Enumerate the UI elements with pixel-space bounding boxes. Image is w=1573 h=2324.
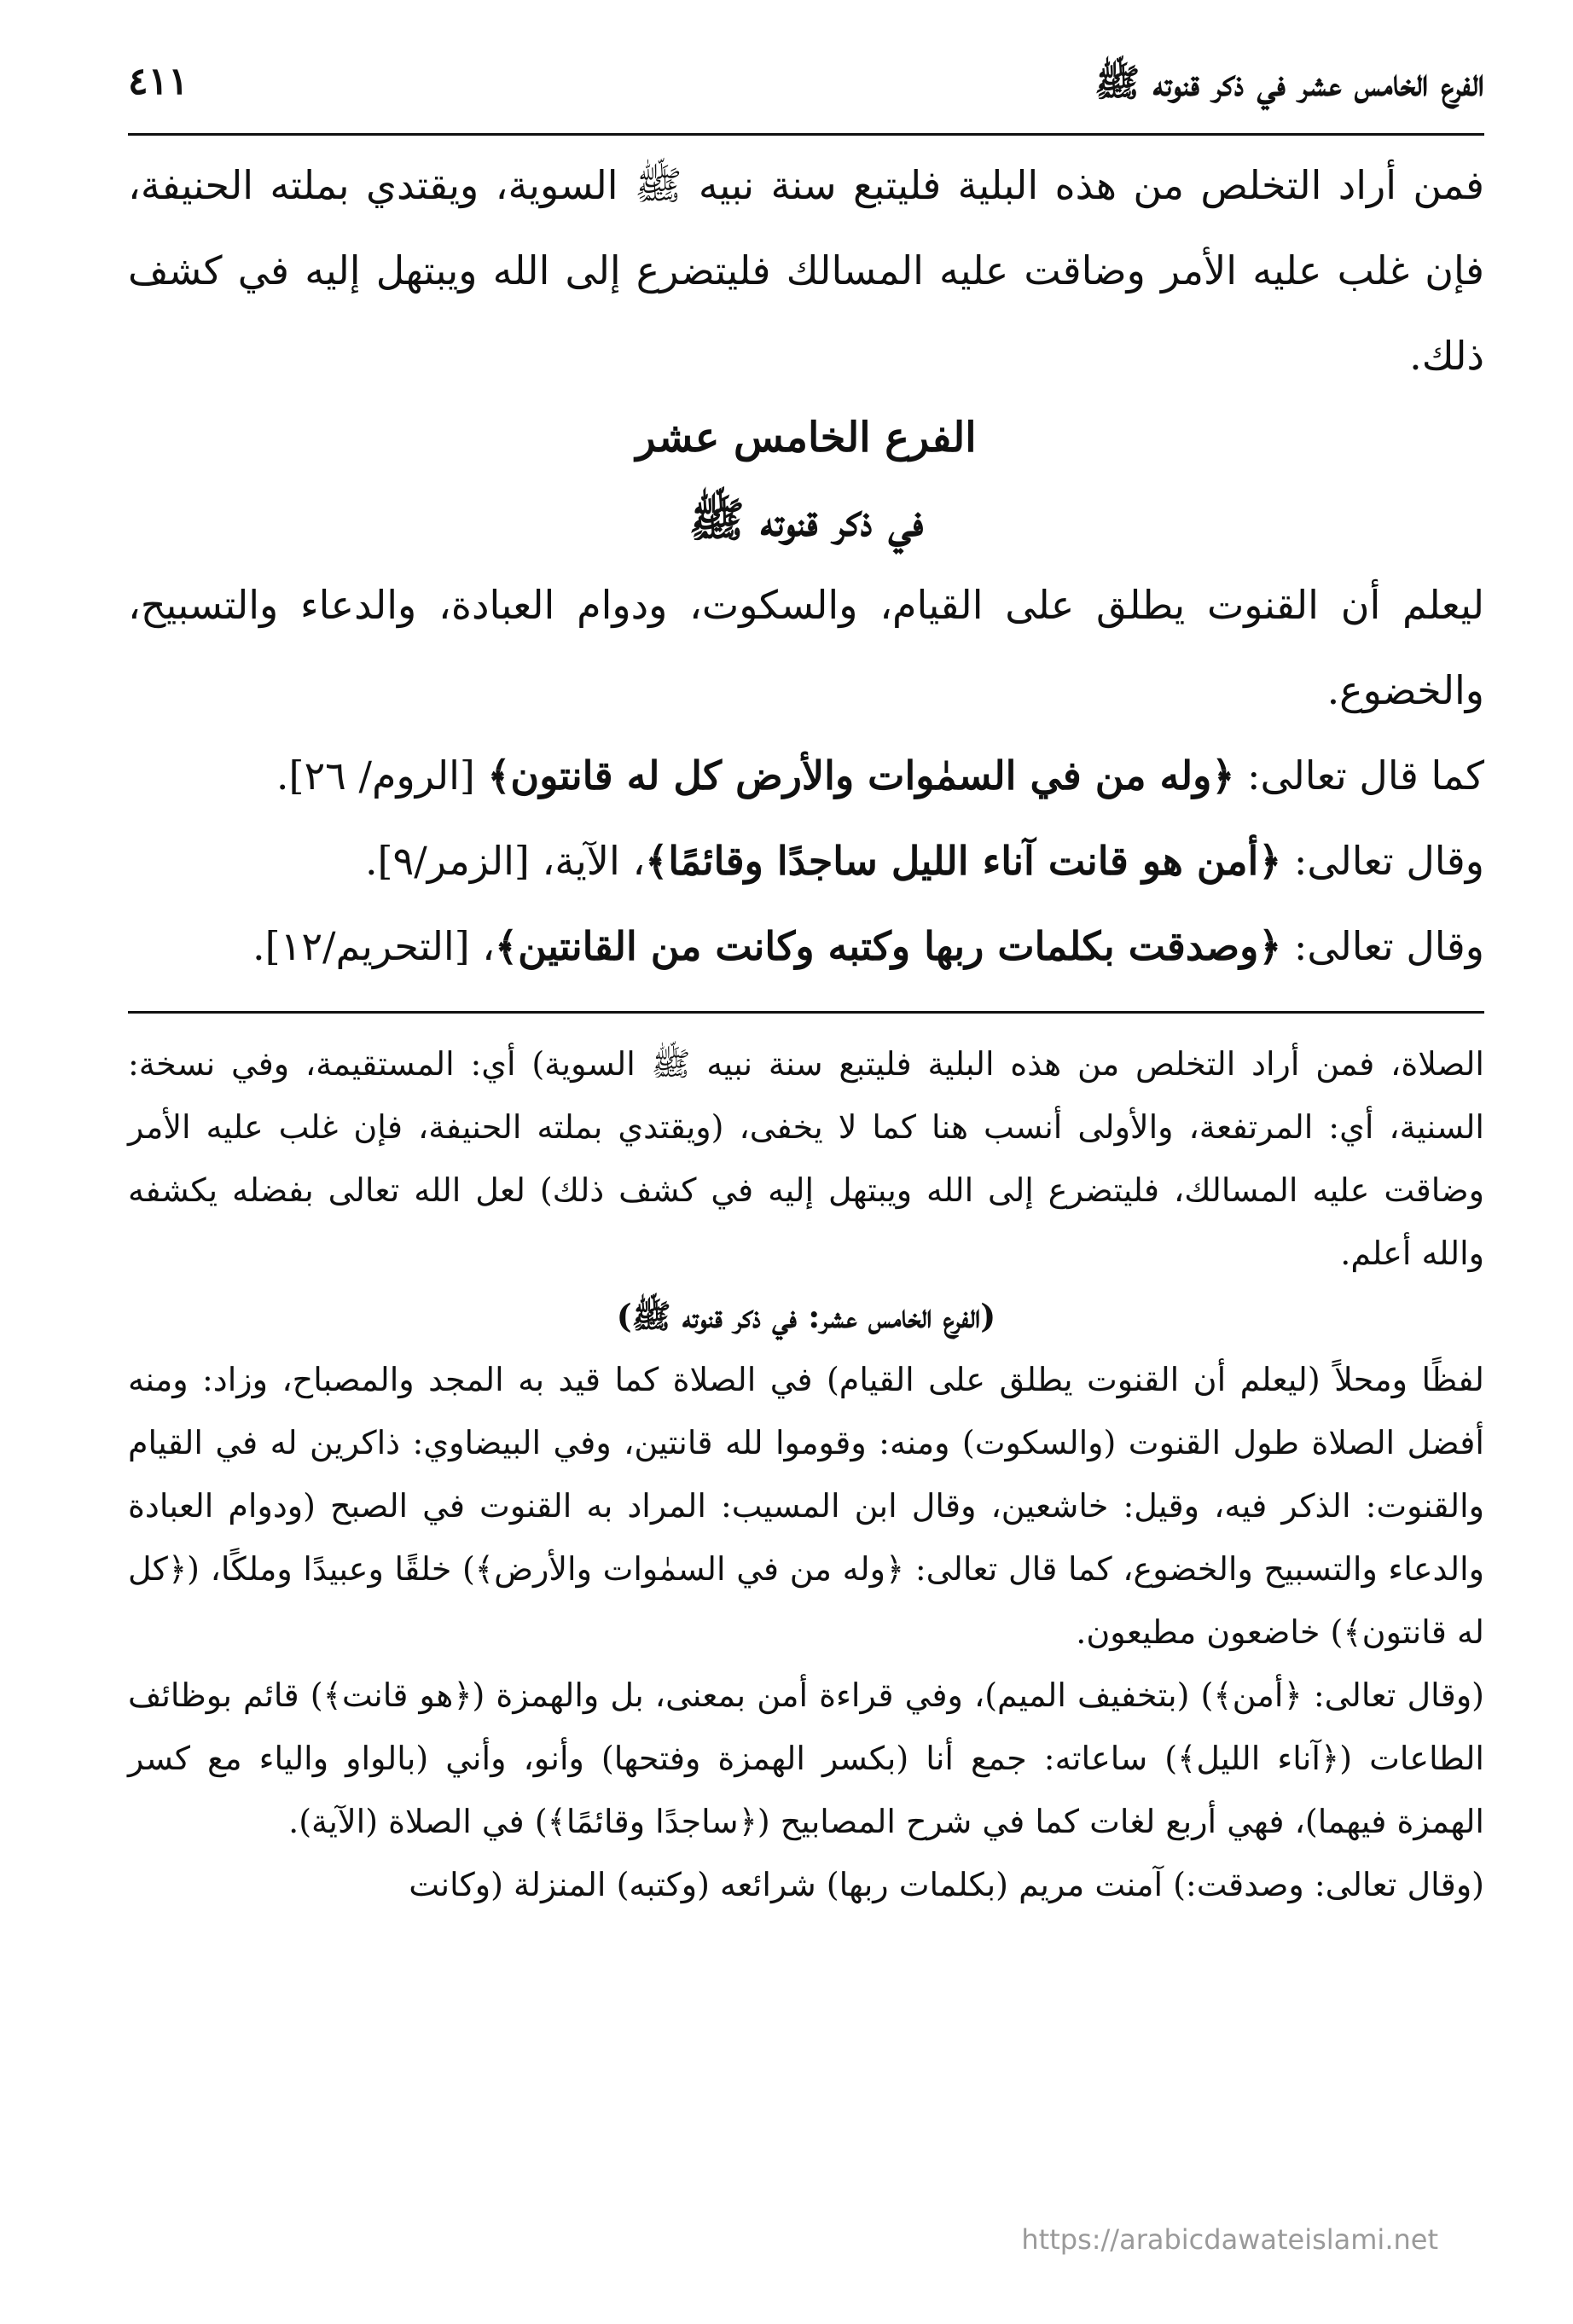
commentary-paragraph-2: لفظًا ومحلاً (ليعلم أن القنوت يطلق على القيام) في الصلاة كما قيد به المجد والمصباح، وزاد: ومنه أفضل الصلاة طول القنوت (والسكوت) ومنه: وقوموا لله قانتين، وفي البيضاوي: ذاكرين له في القيام والقنوت: الذكر فيه، وقيل: خاشعين، وقال ابن المسيب: المراد به القنوت في الصبح (ودوام العبادة والدعاء والتسبيح والخضوع، كما قال تعالى: ﴿وله من في السمٰوات والأرض﴾) خلقًا وعبيدًا وملكًا، (﴿كل له قانتون﴾) خاضعون مطيعون. [128, 1361, 1484, 1651]
main-text [128, 142, 1484, 989]
commentary-separator [128, 1011, 1484, 1014]
verse-2-ref: ، الآية، [الزمر/٩]. [364, 838, 646, 884]
book-page [128, 51, 1484, 2269]
verse-2 [128, 818, 1484, 903]
verse-2-text: ﴿أمن هو قانت آناء الليل ساجدًا وقائمًا﴾ [645, 838, 1282, 884]
running-header [128, 51, 1484, 133]
commentary-text [128, 1032, 1484, 1916]
section-title: الفرع الخامس عشر [636, 414, 977, 462]
commentary-sub-heading: (الفرع الخامس عشر: في ذكر قنوته ﷺ) [616, 1297, 996, 1335]
commentary-paragraph-1: الصلاة، فمن أراد التخلص من هذه البلية فليتبع سنة نبيه ﷺ السوية) أي: المستقيمة، وفي نسخة: السنية، أي: المرتفعة، والأولى أنسب هنا كما لا يخفى، (ويقتدي بملته الحنيفة، فإن غلب عليه الأمر وضاقت عليه المسالك، فليتضرع إلى الله ويبتهل إليه في كشف ذلك) لعل الله تعالى بفضله يكشفه والله أعلم. [128, 1045, 1484, 1272]
verse-2-intro: وقال تعالى: [1281, 838, 1484, 884]
running-title: الفرع الخامس عشر في ذكر قنوته ﷺ [1094, 61, 1484, 105]
section-subtitle: في ذكر قنوته ﷺ [688, 492, 924, 547]
main-paragraph-1: فمن أراد التخلص من هذه البلية فليتبع سنة نبيه ﷺ السوية، ويقتدي بملته الحنيفة، فإن غلب عليه الأمر وضاقت عليه المسالك فليتضرع إلى الله ويبتهل إليه في كشف ذلك. [128, 162, 1484, 379]
commentary-paragraph-4: (وقال تعالى: وصدقت:) آمنت مريم (بكلمات ربها) شرائعه (وكتبه) المنزلة (وكانت [409, 1866, 1484, 1903]
verse-3-ref: ، [التحريم/١٢]. [252, 923, 496, 969]
verse-1-ref: [الروم/ ٢٦]. [276, 752, 488, 799]
verse-1 [128, 733, 1484, 818]
verse-3-text: ﴿وصدقت بكلمات ربها وكتبه وكانت من القانتين﴾ [495, 923, 1282, 969]
main-paragraph-2: ليعلم أن القنوت يطلق على القيام، والسكوت، ودوام العبادة، والدعاء والتسبيح، والخضوع. [128, 582, 1484, 713]
verse-3-intro: وقال تعالى: [1281, 923, 1484, 969]
verse-1-text: ﴿وله من في السمٰوات والأرض كل له قانتون﴾ [487, 752, 1235, 799]
verse-3 [128, 903, 1484, 989]
verse-1-intro: كما قال تعالى: [1234, 752, 1484, 799]
commentary-paragraph-3: (وقال تعالى: ﴿أمن﴾) (بتخفيف الميم)، وفي قراءة أمن بمعنى، بل والهمزة (﴿هو قانت﴾) قائم بوظائف الطاعات (﴿آناء الليل﴾) ساعاته: جمع أنا (بكسر الهمزة وفتحها) وأنو، وأني (بالواو والياء مع كسر الهمزة فيهما)، فهي أربع لغات كما في شرح المصابيح (﴿ساجدًا وقائمًا﴾) في الصلاة (الآية). [128, 1676, 1484, 1840]
page-number: ٤١١ [128, 60, 189, 103]
watermark-url: https://arabicdawateislami.net [1021, 2223, 1438, 2256]
header-rule [128, 133, 1484, 136]
